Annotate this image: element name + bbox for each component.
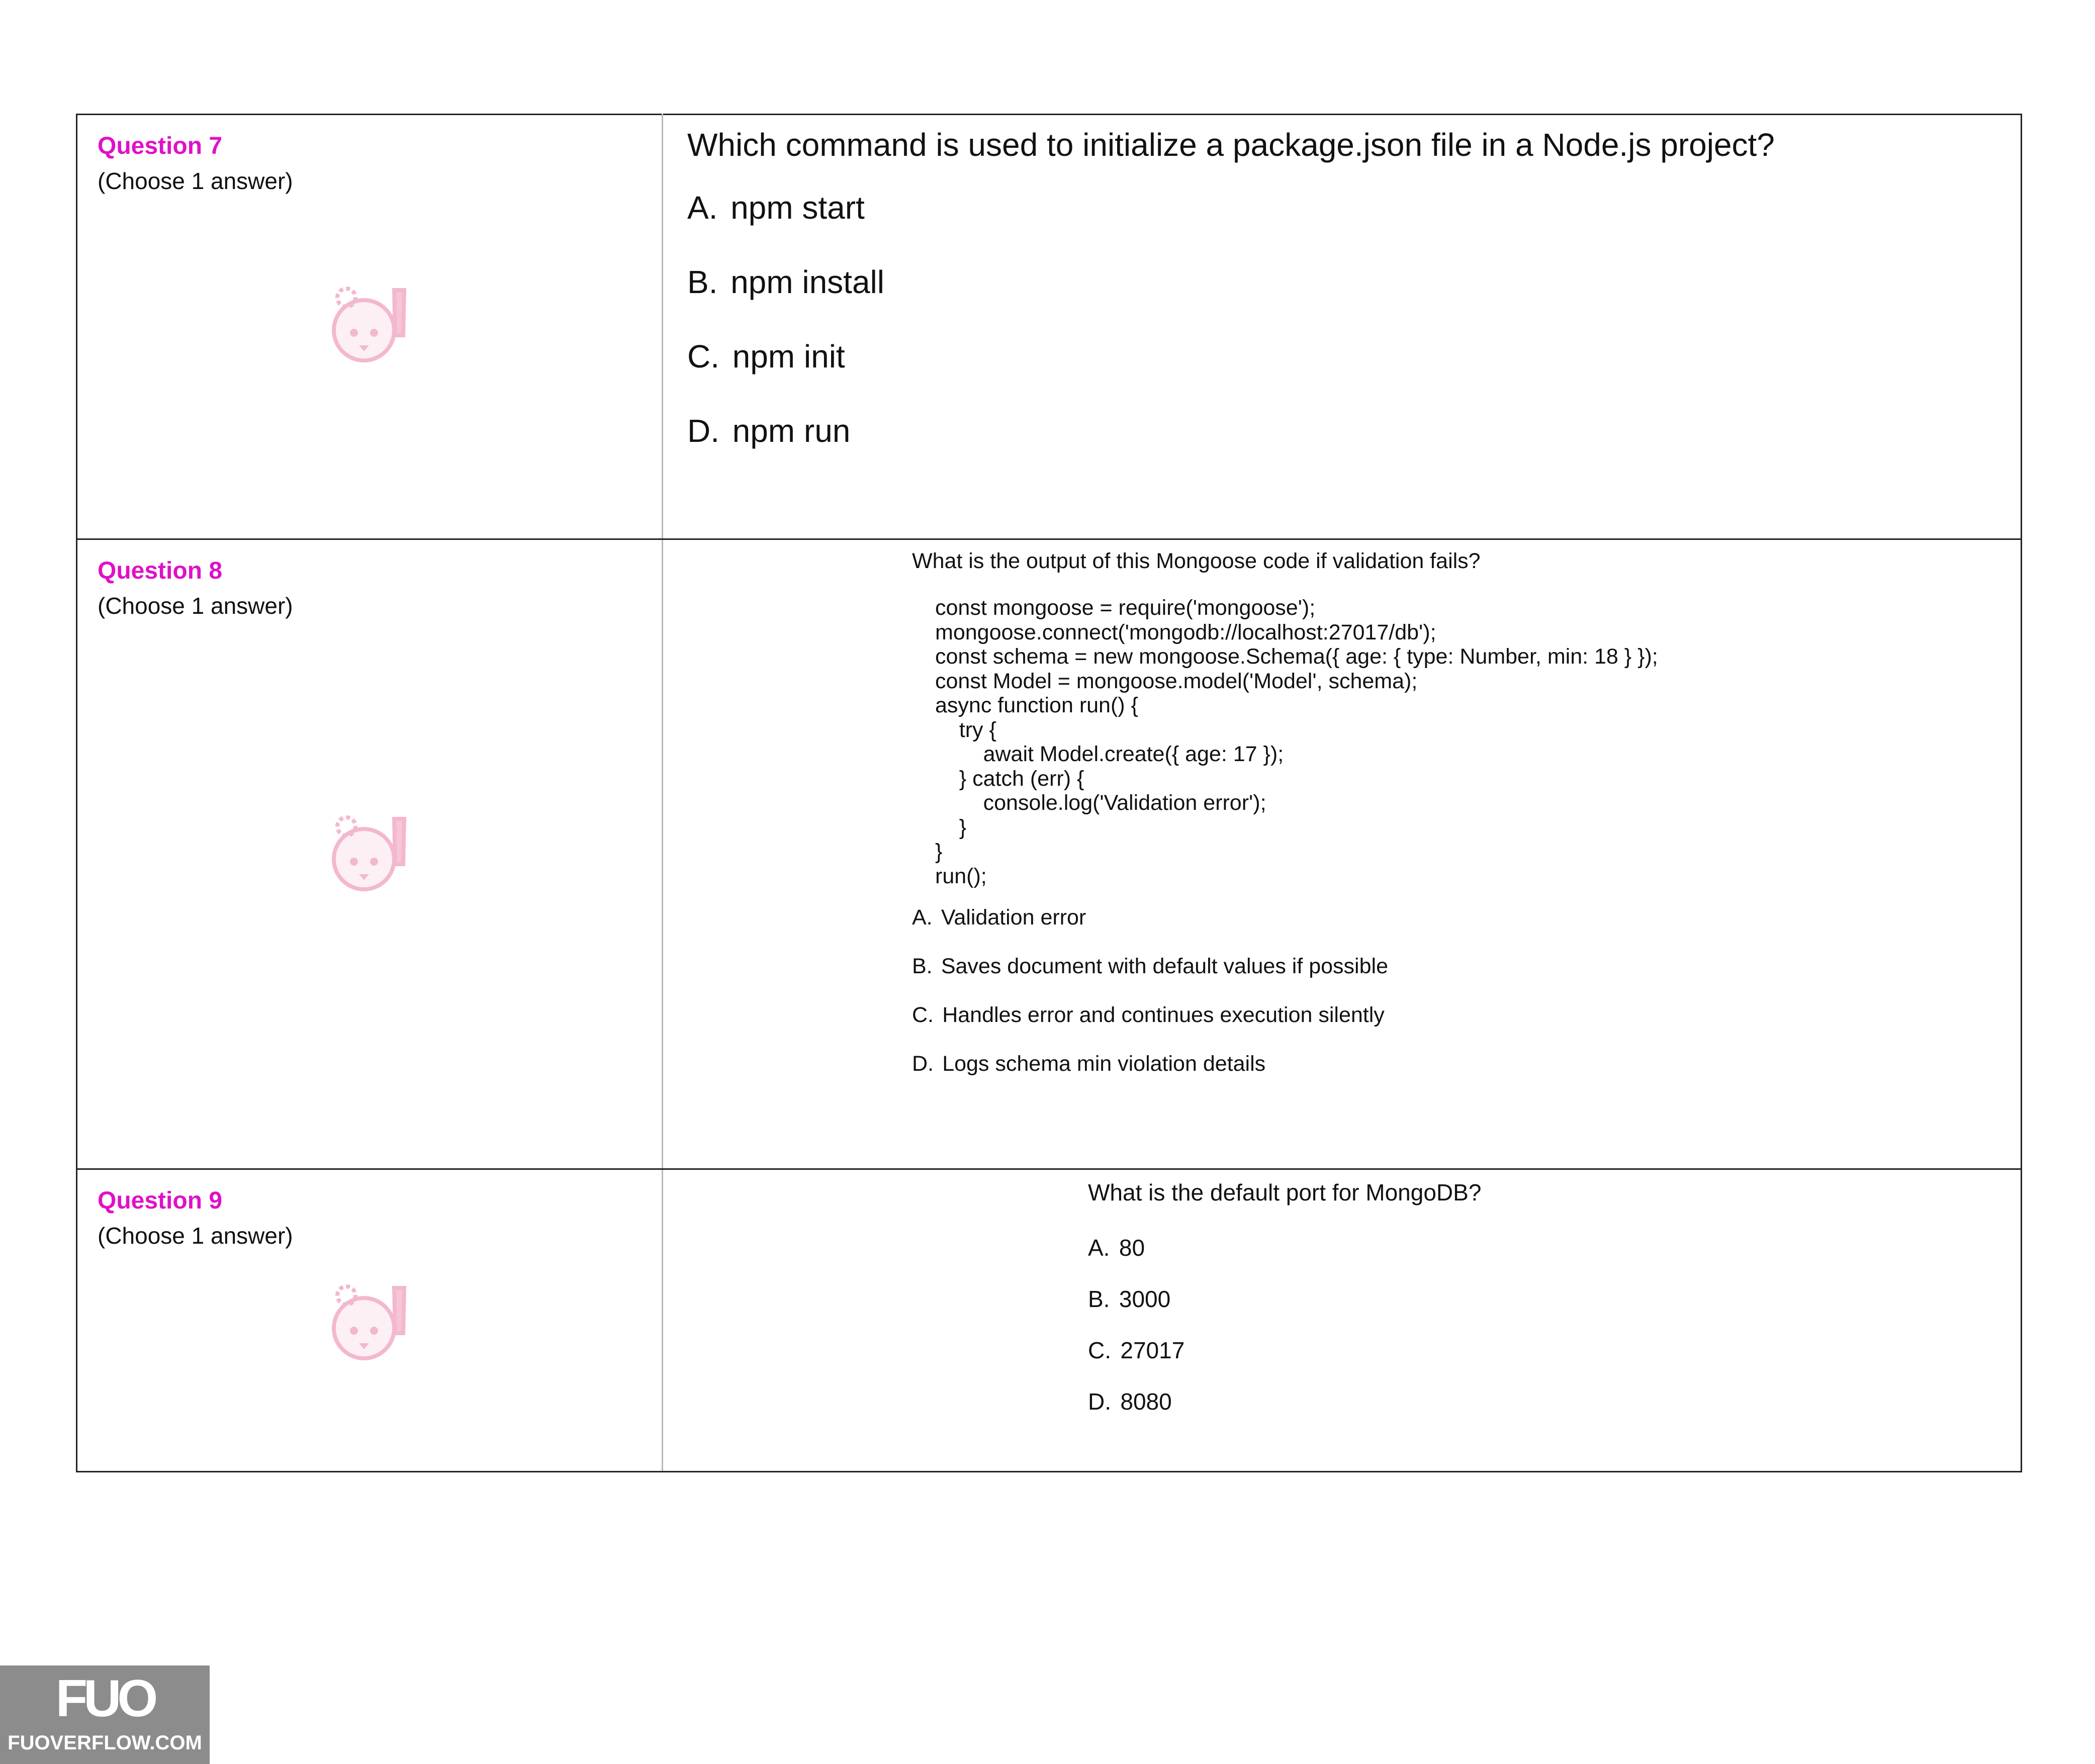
code-line: async function run() { [935, 693, 1138, 717]
brand-logo: FUO [55, 1669, 154, 1728]
answer-option-d[interactable]: D. Logs schema min violation details [912, 1052, 1266, 1076]
answer-option-c[interactable]: C. Handles error and continues execution silently [912, 1003, 1385, 1027]
answer-option-b[interactable]: B. Saves document with default values if possible [912, 954, 1388, 978]
mascot-icon [319, 275, 419, 376]
question-body-8 [663, 539, 2022, 1169]
code-line: } [935, 815, 967, 840]
question-table [76, 114, 2022, 1472]
brand-watermark[interactable] [0, 1665, 210, 1764]
question-label: Question 8 [98, 558, 223, 584]
question-instruction: (Choose 1 answer) [98, 1223, 293, 1249]
code-line: } [935, 840, 943, 864]
code-line: try { [935, 717, 996, 742]
question-instruction: (Choose 1 answer) [98, 593, 293, 619]
question-meta-9 [77, 1169, 663, 1472]
mascot-icon [319, 1273, 419, 1373]
brand-site: FUOVERFLOW.COM [8, 1732, 202, 1754]
mascot-icon [319, 804, 419, 904]
question-body-7 [663, 115, 2022, 539]
answer-option-a[interactable]: A. Validation error [912, 905, 1086, 930]
question-meta-7 [77, 115, 663, 539]
question-stem: What is the output of this Mongoose code if validation fails? [912, 549, 1481, 573]
answer-option-a[interactable]: A. npm start [687, 190, 865, 226]
code-line: } catch (err) { [935, 766, 1084, 791]
question-row-8 [77, 539, 2022, 1169]
answer-option-c[interactable]: C. 27017 [1088, 1337, 1185, 1363]
code-line: mongoose.connect('mongodb://localhost:27017/db'); [935, 620, 1436, 644]
question-label: Question 9 [98, 1187, 223, 1214]
code-line: console.log('Validation error'); [935, 791, 1266, 815]
question-body-9 [663, 1169, 2022, 1472]
code-line: const Model = mongoose.model('Model', schema); [935, 669, 1418, 693]
question-stem: Which command is used to initialize a package.json file in a Node.js project? [687, 127, 1775, 163]
answer-option-d[interactable]: D. 8080 [1088, 1388, 1172, 1415]
code-line: const schema = new mongoose.Schema({ age: { type: Number, min: 18 } }); [935, 644, 1658, 669]
answer-option-a[interactable]: A. 80 [1088, 1235, 1145, 1261]
question-stem: What is the default port for MongoDB? [1088, 1179, 1482, 1205]
code-block [935, 596, 1658, 888]
answer-option-d[interactable]: D. npm run [687, 413, 851, 449]
question-row-9 [77, 1169, 2022, 1472]
question-meta-8 [77, 539, 663, 1169]
question-label: Question 7 [98, 133, 223, 159]
question-row-7 [77, 115, 2022, 539]
answer-option-c[interactable]: C. npm init [687, 338, 845, 375]
answer-option-b[interactable]: B. npm install [687, 264, 884, 301]
answer-option-b[interactable]: B. 3000 [1088, 1286, 1171, 1312]
code-line: run(); [935, 864, 987, 888]
code-line: const mongoose = require('mongoose'); [935, 596, 1316, 620]
question-instruction: (Choose 1 answer) [98, 168, 293, 194]
code-line: await Model.create({ age: 17 }); [935, 742, 1284, 766]
